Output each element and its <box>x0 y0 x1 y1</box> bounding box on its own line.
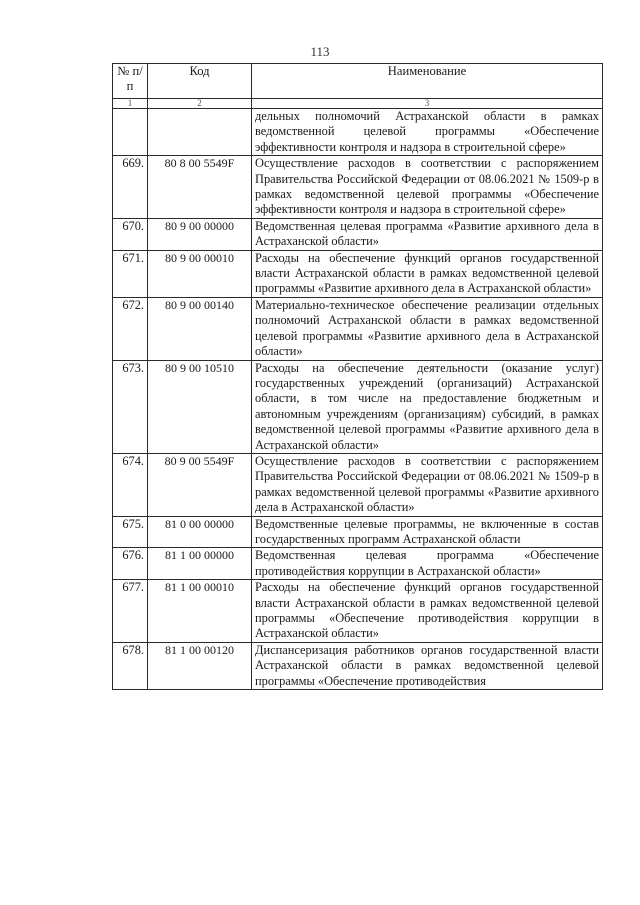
row-name: Диспансеризация работников органов государственной власти Астраханской области в рамках ведомственной целевой программы «Обеспечение противодействия <box>252 642 603 689</box>
table-header-row <box>113 64 603 99</box>
row-code: 81 0 00 00000 <box>148 516 252 548</box>
column-index-row <box>113 99 603 109</box>
table-row <box>113 548 603 580</box>
row-name: Ведомственная целевая программа «Обеспечение противодействия коррупции в Астраханской области» <box>252 548 603 580</box>
row-code: 80 9 00 00000 <box>148 218 252 250</box>
row-num: 673. <box>113 360 148 453</box>
page-number: 113 <box>310 44 330 59</box>
row-num: 674. <box>113 453 148 516</box>
table-row <box>113 453 603 516</box>
header-code: Код <box>148 64 252 99</box>
table-row <box>113 156 603 219</box>
row-name: Ведомственная целевая программа «Развитие архивного дела в Астраханской области» <box>252 218 603 250</box>
row-name: Ведомственные целевые программы, не включенные в состав государственных программ Астраханской области <box>252 516 603 548</box>
row-num: 677. <box>113 580 148 643</box>
budget-code-table <box>112 63 603 690</box>
row-name: Осуществление расходов в соответствии с распоряжением Правительства Российской Федерации от 08.06.2021 № 1509-р в рамках ведомственной целевой программы «Развитие архивного дела в Астраханской области» <box>252 453 603 516</box>
row-code: 81 1 00 00120 <box>148 642 252 689</box>
row-name: Расходы на обеспечение деятельности (оказание услуг) государственных учреждений (организаций) Астраханской области, в том числе на предоставление бюджетным и автономным учреждениям (организациям) субсидий, в рамках ведомственной целевой программы «Развитие архивного дела в Астраханской области» <box>252 360 603 453</box>
row-code: 80 9 00 00010 <box>148 250 252 297</box>
table-row <box>113 360 603 453</box>
row-code: 81 1 00 00010 <box>148 580 252 643</box>
table-row <box>113 297 603 360</box>
column-index-3: 3 <box>252 99 603 109</box>
column-index-1: 1 <box>113 99 148 109</box>
table-row <box>113 516 603 548</box>
row-num: 678. <box>113 642 148 689</box>
header-num: № п/п <box>113 64 148 99</box>
row-name: дельных полномочий Астраханской области в рамках ведомственной целевой программы «Обеспечение эффективности контроля и надзора в строительной сфере» <box>252 109 603 156</box>
row-num: 671. <box>113 250 148 297</box>
row-code: 80 9 00 5549F <box>148 453 252 516</box>
row-code: 80 9 00 10510 <box>148 360 252 453</box>
row-num: 676. <box>113 548 148 580</box>
row-num: 675. <box>113 516 148 548</box>
row-code: 80 9 00 00140 <box>148 297 252 360</box>
row-code: 80 8 00 5549F <box>148 156 252 219</box>
row-num <box>113 109 148 156</box>
table-row <box>113 250 603 297</box>
row-num: 672. <box>113 297 148 360</box>
row-name: Расходы на обеспечение функций органов государственной власти Астраханской области в рамках ведомственной целевой программы «Обеспечение противодействия коррупции в Астраханской области» <box>252 580 603 643</box>
row-num: 670. <box>113 218 148 250</box>
table-row <box>113 218 603 250</box>
header-name: Наименование <box>252 64 603 99</box>
table-row <box>113 109 603 156</box>
row-code: 81 1 00 00000 <box>148 548 252 580</box>
row-name: Расходы на обеспечение функций органов государственной власти Астраханской области в рамках ведомственной целевой программы «Развитие архивного дела в Астраханской области» <box>252 250 603 297</box>
row-name: Осуществление расходов в соответствии с распоряжением Правительства Российской Федерации от 08.06.2021 № 1509-р в рамках ведомственной целевой программы «Обеспечение эффективности контроля и надзора в строительной сфере» <box>252 156 603 219</box>
column-index-2: 2 <box>148 99 252 109</box>
row-num: 669. <box>113 156 148 219</box>
row-name: Материально-техническое обеспечение реализации отдельных полномочий Астраханской области в рамках ведомственной целевой программы «Развитие архивного дела в Астраханской области» <box>252 297 603 360</box>
table-row <box>113 642 603 689</box>
row-code <box>148 109 252 156</box>
table-row <box>113 580 603 643</box>
